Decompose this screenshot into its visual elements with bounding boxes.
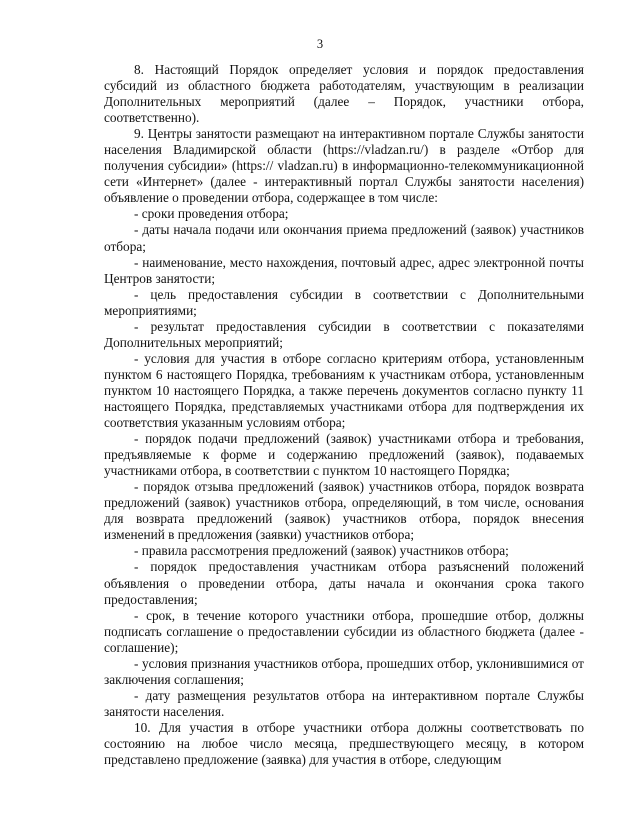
- list-item: - результат предоставления субсидии в соответствии с показателями Дополнительных мероприятий;: [104, 318, 584, 350]
- list-item: - условия признания участников отбора, прошедших отбор, уклонившимися от заключения соглашения;: [104, 655, 584, 687]
- paragraph-9: 9. Центры занятости размещают на интерактивном портале Службы занятости населения Владимирской области (https://vladzan.ru/) в разделе «Отбор для получения субсидии» (https:// vladzan.ru) в информационно-телекоммуникационной сети «Интернет» (далее - интерактивный портал Службы занятости населения) объявление о проведении отбора, содержащее в том числе:: [104, 126, 584, 206]
- list-item: - наименование, место нахождения, почтовый адрес, адрес электронной почты Центров занятости;: [104, 254, 584, 286]
- list-item: - условия для участия в отборе согласно критериям отбора, установленным пунктом 6 настоящего Порядка, требованиям к участникам отбора, установленным пунктом 10 настоящего Порядка, а также перечень документов согласно пункту 11 настоящего Порядка, представляемых участниками отбора для подтверждения их соответствия указанным условиям отбора;: [104, 350, 584, 431]
- list-item: - срок, в течение которого участники отбора, прошедшие отбор, должны подписать соглашение о предоставлении субсидии из областного бюджета (далее - соглашение);: [104, 607, 584, 655]
- paragraph-10: 10. Для участия в отборе участники отбора должны соответствовать по состоянию на любое число месяца, предшествующего месяцу, в котором представлено предложение (заявка) для участия в отборе, следующим: [104, 719, 584, 768]
- list-item: - порядок подачи предложений (заявок) участниками отбора и требования, предъявляемые к форме и содержанию предложений (заявок), подаваемых участниками отбора, в соответствии с пунктом 10 настоящего Порядка;: [104, 431, 584, 479]
- list-item: - цель предоставления субсидии в соответствии с Дополнительными мероприятиями;: [104, 286, 584, 318]
- paragraph-8: 8. Настоящий Порядок определяет условия и порядок предоставления субсидий из областного бюджета работодателям, участвующим в реализации Дополнительных мероприятий (далее – Порядок, участники отбора, соответственно).: [104, 62, 584, 126]
- list-item: - сроки проведения отбора;: [134, 206, 289, 222]
- list-item: - правила рассмотрения предложений (заявок) участников отбора;: [134, 543, 509, 559]
- page-number: 3: [316, 37, 324, 51]
- list-item: - дату размещения результатов отбора на интерактивном портале Службы занятости населения.: [104, 687, 584, 719]
- list-item: - порядок предоставления участникам отбора разъяснений положений объявления о проведении отбора, даты начала и окончания срока такого предоставления;: [104, 559, 584, 607]
- list-item: - порядок отзыва предложений (заявок) участников отбора, порядок возврата предложений (заявок) участников отбора, определяющий, в том числе, основания для возврата предложений (заявок) участников отбора, порядок внесения изменений в предложения (заявки) участников отбора;: [104, 479, 584, 543]
- document-body: [104, 62, 584, 768]
- list-item: - даты начала подачи или окончания приема предложений (заявок) участников отбора;: [104, 222, 584, 254]
